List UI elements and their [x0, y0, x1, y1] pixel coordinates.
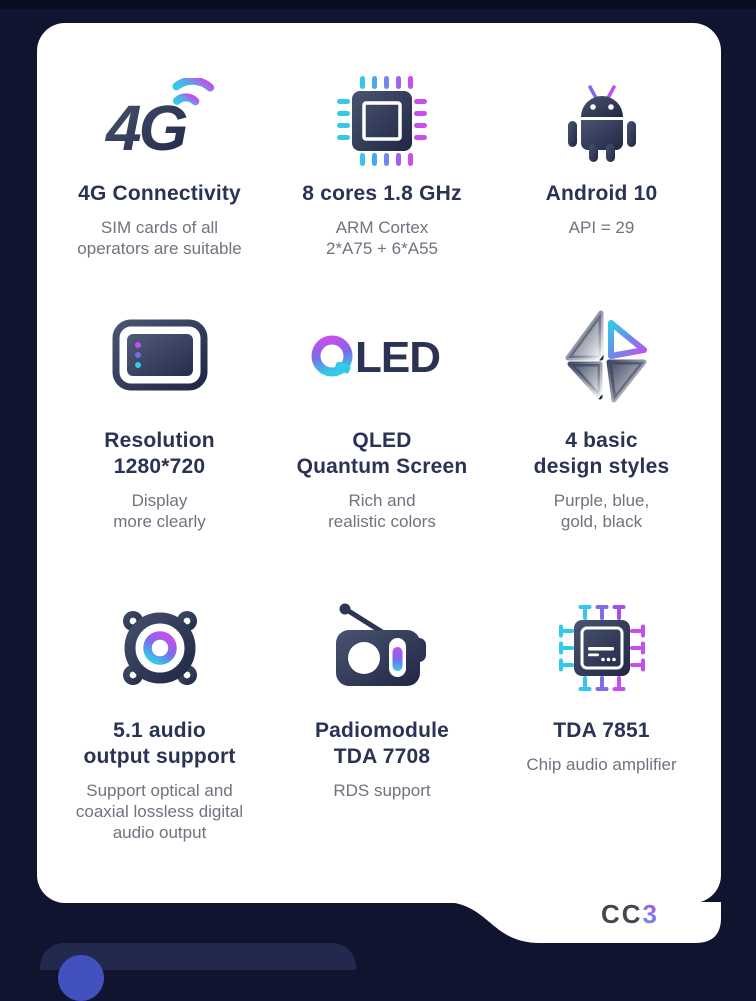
- android-robot-icon: [482, 75, 721, 167]
- feature-subtitle: ARM Cortex 2*A75 + 6*A55: [325, 218, 438, 258]
- feature-subtitle: SIM cards of all operators are suitable: [77, 218, 242, 258]
- feature-subtitle: Chip audio amplifier: [526, 755, 677, 774]
- feature-title: 4G Connectivity: [78, 182, 241, 205]
- qled-led-text: LED: [355, 333, 440, 381]
- feature-subtitle: Display more clearly: [113, 491, 206, 531]
- 4g-signal-icon: [37, 75, 282, 167]
- cpu-chip-icon: [282, 75, 482, 167]
- svg-text:CC3: [601, 899, 659, 929]
- feature-subtitle: Purple, blue, gold, black: [553, 491, 650, 531]
- features-grid: [37, 23, 721, 843]
- feature-cell-4g: [37, 75, 282, 310]
- feature-cell-android: [482, 75, 721, 310]
- feature-subtitle: Support optical and coaxial lossless digital audio output: [75, 781, 244, 842]
- 4g-icon-text: 4G: [105, 92, 185, 164]
- next-section-circle: [58, 955, 104, 1001]
- feature-title: QLED Quantum Screen: [296, 429, 468, 478]
- design-triangles-icon: [482, 310, 721, 402]
- speaker-icon: [37, 602, 282, 694]
- feature-subtitle: Rich and realistic colors: [328, 491, 436, 531]
- feature-title: 4 basic design styles: [533, 429, 670, 478]
- previous-section-edge: [0, 0, 756, 9]
- feature-cell-audio: [37, 602, 282, 843]
- feature-subtitle: RDS support: [333, 781, 431, 800]
- feature-title: 5.1 audio output support: [83, 719, 236, 768]
- feature-title: TDA 7851: [553, 719, 650, 742]
- amplifier-chip-icon: [482, 602, 721, 694]
- feature-cell-resolution: [37, 310, 282, 602]
- feature-title: 8 cores 1.8 GHz: [302, 182, 462, 205]
- display-screen-icon: [37, 310, 282, 402]
- feature-cell-amplifier: [482, 602, 721, 843]
- features-card: [37, 23, 721, 903]
- brand-logo: [570, 897, 690, 931]
- feature-title: Resolution 1280*720: [104, 429, 215, 478]
- feature-subtitle: API = 29: [568, 218, 635, 237]
- logo-cc-text: CC: [600, 899, 643, 929]
- feature-title: Padiomodule TDA 7708: [314, 719, 450, 768]
- logo-3-text: 3: [642, 899, 660, 929]
- feature-title: Android 10: [545, 182, 658, 205]
- feature-cell-design: [482, 310, 721, 602]
- qled-logo-icon: [282, 310, 482, 402]
- feature-cell-qled: [282, 310, 482, 602]
- feature-cell-cpu: [282, 75, 482, 310]
- radio-icon: [282, 602, 482, 694]
- feature-cell-radio: [282, 602, 482, 843]
